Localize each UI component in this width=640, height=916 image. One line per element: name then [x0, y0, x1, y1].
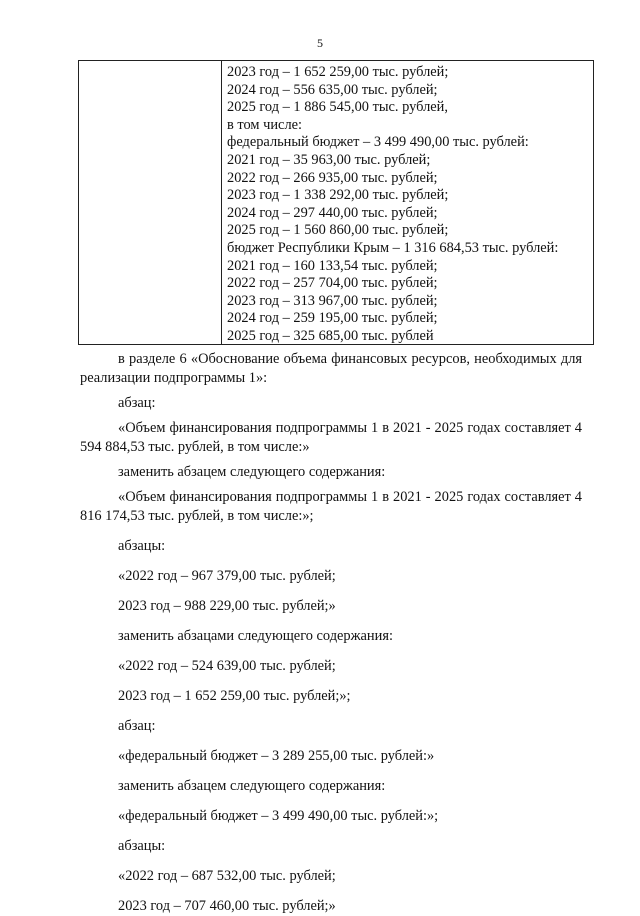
table-line: 2022 год – 257 704,00 тыс. рублей; [227, 275, 438, 292]
financing-table [78, 60, 594, 345]
table-line: 2025 год – 325 685,00 тыс. рублей [227, 327, 434, 344]
table-line: 2024 год – 556 635,00 тыс. рублей; [227, 81, 438, 98]
table-line: 2023 год – 1 652 259,00 тыс. рублей; [227, 64, 449, 80]
replace-instruction: заменить абзацем следующего содержания: [118, 778, 386, 794]
paragraph: абзацы: [118, 538, 166, 554]
table-line: 2023 год – 1 338 292,00 тыс. рублей; [227, 187, 449, 204]
replace-instruction: заменить абзацами следующего содержания: [118, 628, 393, 644]
table-line: 2025 год – 1 886 545,00 тыс. рублей, [227, 99, 448, 116]
paragraph: абзац: [118, 718, 156, 734]
table-line: бюджет Республики Крым – 1 316 684,53 тыс. рублей: [227, 239, 559, 256]
table-line: федеральный бюджет – 3 499 490,00 тыс. рублей: [227, 134, 529, 151]
old-text-paragraph: «федеральный бюджет – 3 289 255,00 тыс. рублей:» [118, 748, 435, 764]
table-line: 2025 год – 1 560 860,00 тыс. рублей; [227, 222, 449, 239]
table-line: 2023 год – 313 967,00 тыс. рублей; [227, 292, 438, 309]
table-line: 2024 год – 297 440,00 тыс. рублей; [227, 204, 438, 221]
old-text-paragraph: «2022 год – 687 532,00 тыс. рублей; [118, 868, 336, 884]
new-text-paragraph: 2023 год – 1 652 259,00 тыс. рублей;»; [118, 688, 351, 704]
table-right-cell [227, 64, 558, 346]
paragraph: абзац: [118, 395, 156, 411]
document-body [80, 350, 582, 916]
old-text-paragraph: 2023 год – 707 460,00 тыс. рублей;» [118, 898, 336, 914]
table-left-cell [79, 61, 222, 344]
old-text-paragraph: 2023 год – 988 229,00 тыс. рублей;» [118, 598, 336, 614]
old-text-paragraph: «2022 год – 967 379,00 тыс. рублей; [118, 568, 336, 584]
table-line: 2021 год – 160 133,54 тыс. рублей; [227, 257, 438, 274]
table-line: 2024 год – 259 195,00 тыс. рублей; [227, 310, 438, 327]
new-text-paragraph: «федеральный бюджет – 3 499 490,00 тыс. рублей:»; [118, 808, 439, 824]
paragraph: абзацы: [118, 838, 166, 854]
page-number: 5 [317, 36, 323, 50]
table-line: 2022 год – 266 935,00 тыс. рублей; [227, 169, 438, 186]
old-text-paragraph: «Объем финансирования подпрограммы 1 в 2021 - 2025 годах составляет 4 594 884,53 тыс. рублей, в том числе:» [80, 420, 582, 455]
replace-instruction: заменить абзацем следующего содержания: [118, 464, 386, 480]
table-line: 2021 год – 35 963,00 тыс. рублей; [227, 151, 431, 168]
table-line: в том числе: [227, 116, 303, 133]
new-text-paragraph: «2022 год – 524 639,00 тыс. рублей; [118, 658, 336, 674]
section-paragraph: в разделе 6 «Обоснование объема финансовых ресурсов, необходимых для реализации подпрограммы 1»: [80, 351, 582, 386]
new-text-paragraph: «Объем финансирования подпрограммы 1 в 2021 - 2025 годах составляет 4 816 174,53 тыс. рублей, в том числе:»; [80, 489, 582, 524]
